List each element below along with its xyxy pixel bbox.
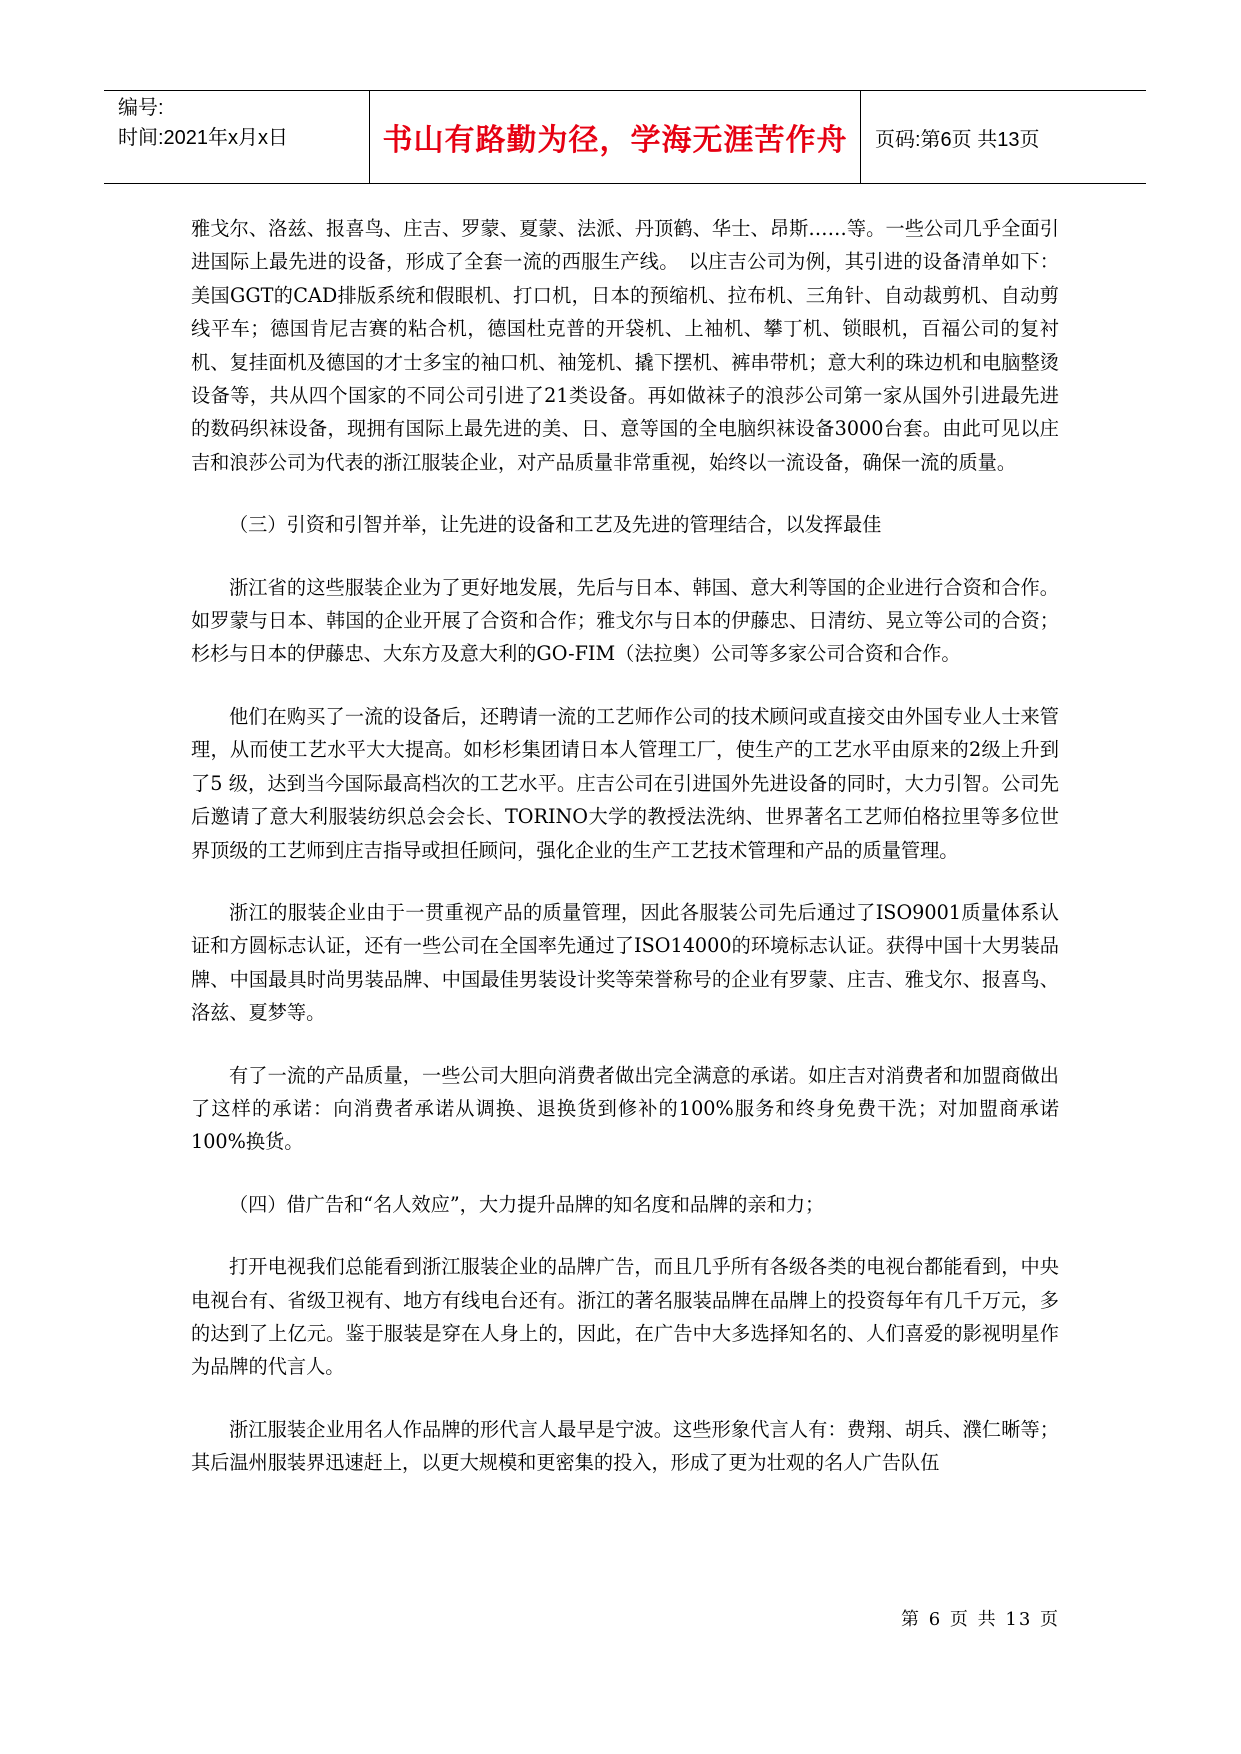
paragraph: 浙江省的这些服装企业为了更好地发展，先后与日本、韩国、意大利等国的企业进行合资和合作。如罗蒙与日本、韩国的企业开展了合资和合作；雅戈尔与日本的伊藤忠、日清纺、晃立等公司的合资；杉杉与日本的伊藤忠、大东方及意大利的GO-FIM（法拉奥）公司等多家公司合资和合作。 xyxy=(191,575,1059,666)
header-motto: 书山有路勤为径，学海无涯苦作舟 xyxy=(370,91,861,183)
document-body xyxy=(191,212,1059,1480)
page-footer: 第 6 页 共 13 页 xyxy=(901,1609,1060,1630)
header-left-cell xyxy=(104,91,370,183)
paragraph: 有了一流的产品质量，一些公司大胆向消费者做出完全满意的承诺。如庄吉对消费者和加盟商做出了这样的承诺：向消费者承诺从调换、退换货到修补的100%服务和终身免费干洗；对加盟商承诺100%换货。 xyxy=(191,1063,1059,1154)
header-page-label: 页码:第6页 共13页 xyxy=(875,128,1040,151)
document-time-label: 时间:2021年x月x日 xyxy=(118,127,289,149)
paragraph-continued: 雅戈尔、洛兹、报喜鸟、庄吉、罗蒙、夏蒙、法派、丹顶鹤、华士、昂斯……等。一些公司几乎全面引进国际上最先进的设备，形成了全套一流的西服生产线。 以庄吉公司为例，其引进的设备清单如下：美国GGT的CAD排版系统和假眼机、打口机，日本的预缩机、拉布机、三角针、自动裁剪机、自动剪线平车；德国肯尼吉赛的粘合机，德国杜克普的开袋机、上袖机、攀丁机、锁眼机，百福公司的复衬机、复挂面机及德国的才士多宝的袖口机、袖笼机、撬下摆机、裤串带机；意大利的珠边机和电脑整烫设备等，共从四个国家的不同公司引进了21类设备。再如做袜子的浪莎公司第一家从国外引进最先进的数码织袜设备，现拥有国际上最先进的美、日、意等国的全电脑织袜设备3000台套。由此可见以庄吉和浪莎公司为代表的浙江服装企业，对产品质量非常重视，始终以一流设备，确保一流的质量。 xyxy=(191,217,1059,474)
paragraph: 打开电视我们总能看到浙江服装企业的品牌广告，而且几乎所有各级各类的电视台都能看到，中央电视台有、省级卫视有、地方有线电台还有。浙江的著名服装品牌在品牌上的投资每年有几千万元，多的达到了上亿元。鉴于服装是穿在人身上的，因此，在广告中大多选择知名的、人们喜爱的影视明星作为品牌的代言人。 xyxy=(191,1255,1059,1379)
document-number-label: 编号: xyxy=(118,97,164,119)
header-table xyxy=(104,90,1146,184)
paragraph: 他们在购买了一流的设备后，还聘请一流的工艺师作公司的技术顾问或直接交由外国专业人士来管理，从而使工艺水平大大提高。如杉杉集团请日本人管理工厂，使生产的工艺水平由原来的2级上升到了5 级，达到当今国际最高档次的工艺水平。庄吉公司在引进国外先进设备的同时，大力引智。公司先后邀请了意大利服装纺织总会会长、TORINO大学的教授法洗纳、世界著名工艺师伯格拉里等多位世界顶级的工艺师到庄吉指导或担任顾问，强化企业的生产工艺技术管理和产品的质量管理。 xyxy=(191,704,1059,862)
paragraph: 浙江的服装企业由于一贯重视产品的质量管理，因此各服装公司先后通过了ISO9001质量体系认证和方圆标志认证，还有一些公司在全国率先通过了ISO14000的环境标志认证。获得中国十大男装品牌、中国最具时尚男装品牌、中国最佳男装设计奖等荣誉称号的企业有罗蒙、庄吉、雅戈尔、报喜鸟、洛兹、夏梦等。 xyxy=(191,900,1059,1025)
paragraph: 浙江服装企业用名人作品牌的形代言人最早是宁波。这些形象代言人有：费翔、胡兵、濮仁晰等；其后温州服装界迅速赶上，以更大规模和更密集的投入，形成了更为壮观的名人广告队伍 xyxy=(191,1417,1059,1475)
section-heading-3: （三）引资和引智并举，让先进的设备和工艺及先进的管理结合，以发挥最佳 xyxy=(229,513,882,537)
section-heading-4: （四）借广告和“名人效应”，大力提升品牌的知名度和品牌的亲和力； xyxy=(229,1192,825,1216)
